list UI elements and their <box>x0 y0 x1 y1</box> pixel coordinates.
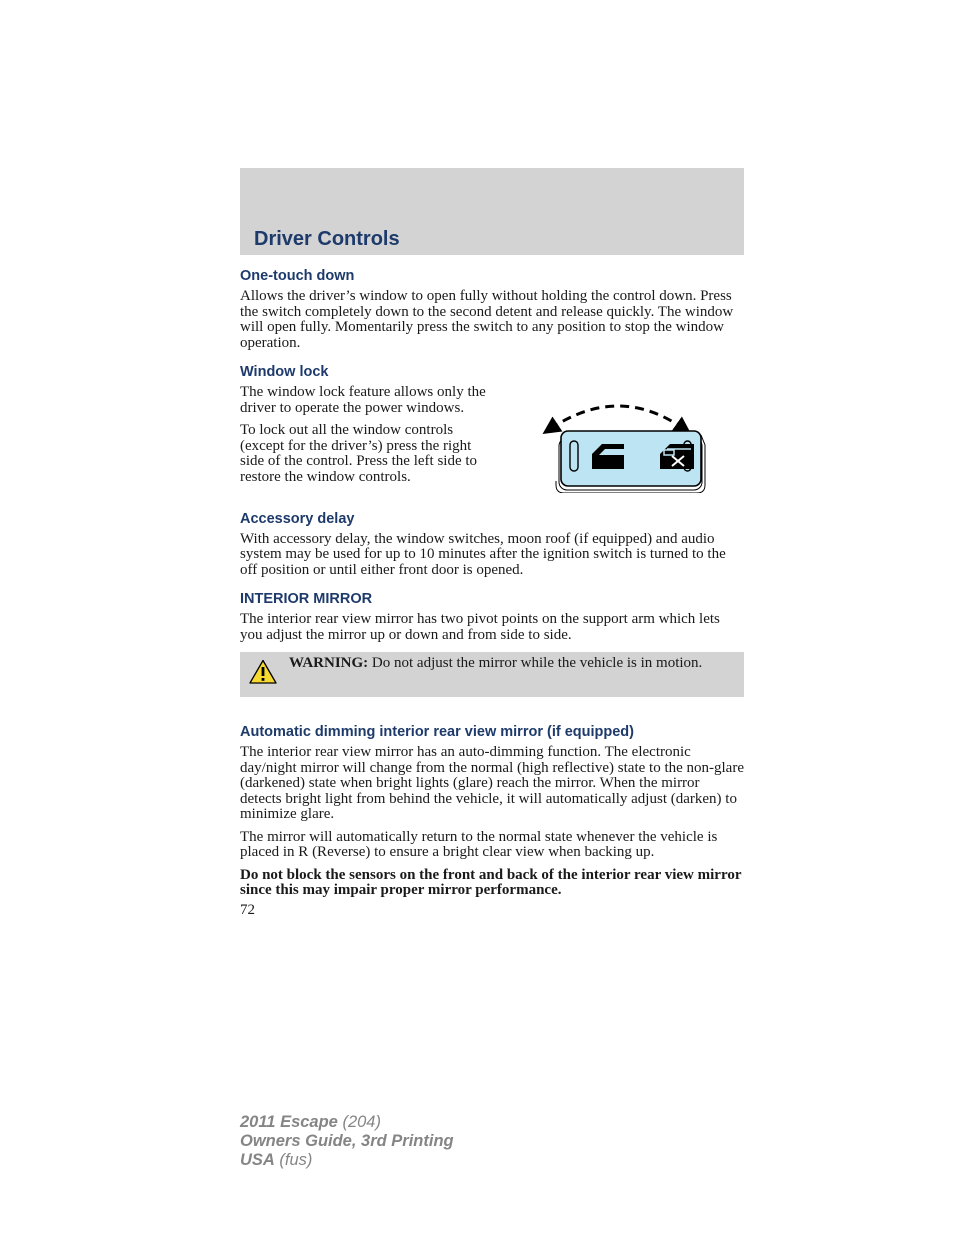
warning-triangle-icon <box>249 659 277 684</box>
footer-model-code: (204) <box>337 1113 381 1131</box>
page-number: 72 <box>240 901 255 918</box>
paragraph-accessory-delay: With accessory delay, the window switches, moon roof (if equipped) and audio system may be used for up to 10 minutes after the ignition switch is turned to the off position or until either front door is opened. <box>240 530 726 578</box>
footer-market: USA <box>240 1151 275 1169</box>
section-accessory-delay <box>240 511 744 579</box>
warning-text: Do not adjust the mirror while the vehicle is in motion. <box>368 655 703 671</box>
window-lock-switch-icon <box>524 393 724 493</box>
section-window-lock <box>240 364 744 498</box>
paragraph-one-touch-down: Allows the driver’s window to open fully without holding the control down. Press the switch completely down to the second detent and release quickly. The window will open fully. Momentarily press the switch to any position to stop the window operation. <box>240 288 734 351</box>
paragraph-window-lock-1: The window lock feature allows only the driver to operate the power windows. <box>240 384 486 416</box>
paragraph-auto-dimming-2: The mirror will automatically return to the normal state whenever the vehicle is placed in R (Reverse) to ensure a bright clear view when backing up. <box>240 828 718 860</box>
page-title: Driver Controls <box>254 228 400 250</box>
section-interior-mirror <box>240 591 744 643</box>
footer-model: 2011 Escape <box>240 1113 338 1131</box>
heading-interior-mirror: INTERIOR MIRROR <box>240 591 373 607</box>
paragraph-window-lock-2: To lock out all the window controls (except for the driver’s) press the right side of the control. Press the left side to restore the window controls. <box>240 422 478 485</box>
section-one-touch-down <box>240 268 744 351</box>
paragraph-auto-dimming-1: The interior rear view mirror has an auto-dimming function. The electronic day/night mirror will change from the normal (high reflective) state to the non-glare (darkened) state when bright lights (glare) reach the mirror. When the mirror detects bright light from behind the vehicle, it will automatically adjust (darken) to minimize glare. <box>240 744 744 822</box>
warning-box <box>240 652 744 697</box>
footer-edition: Owners Guide, 3rd Printing <box>240 1132 454 1150</box>
page-content <box>240 268 744 918</box>
document-footer <box>240 1113 454 1170</box>
heading-one-touch-down: One-touch down <box>240 268 355 284</box>
heading-accessory-delay: Accessory delay <box>240 510 355 527</box>
heading-window-lock: Window lock <box>240 364 329 380</box>
footer-market-code: (fus) <box>274 1151 313 1169</box>
warning-label: WARNING: <box>289 655 369 671</box>
heading-auto-dimming-mirror: Automatic dimming interior rear view mirror (if equipped) <box>240 724 634 740</box>
paragraph-auto-dimming-3: Do not block the sensors on the front and back of the interior rear view mirror since this may impair proper mirror performance. <box>240 866 742 898</box>
section-auto-dimming-mirror <box>240 724 744 899</box>
paragraph-interior-mirror: The interior rear view mirror has two pivot points on the support arm which lets you adjust the mirror up or down and from side to side. <box>240 611 720 643</box>
window-lock-switch-illustration <box>524 385 724 498</box>
section-header <box>240 168 744 255</box>
